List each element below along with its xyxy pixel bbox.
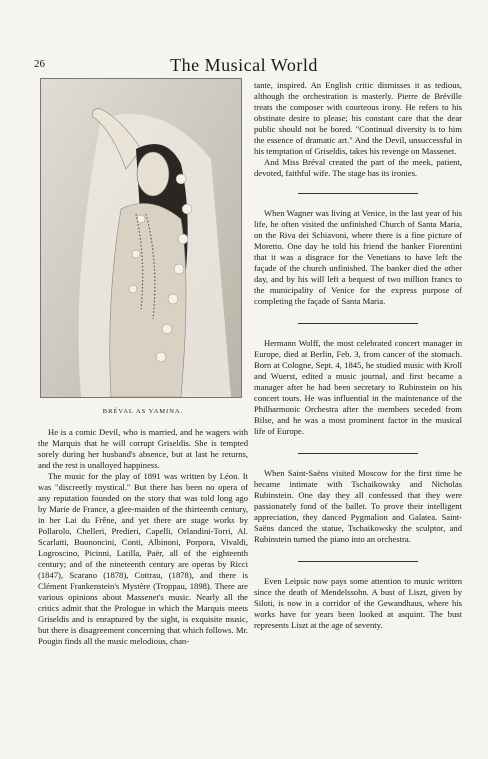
right-paragraph-1: tante, inspired. An English critic dismisses it as tedious, although the orchestration is masterly. Pierre de Bréville treats the composer with courteous irony. He refers to his obstinate desire to please; his constant care that the dear public should not be bored. "Continual diversity is to him the essence of dramatic art." And the Devil, unsuccessful in his temptation of Griseldis, takes his revenge on Massenet. [254, 80, 462, 156]
left-paragraph-2: The music for the play of 1891 was written by Léon. It was "discreetly mystical." But there has been no opera of any reputation founded on the story that was told long ago by Marie de France, a glee-maiden of the thirteenth century, in her Lai du Frêne, and yet there are stage works by Pollarolo, Chelleri, Predieri, Capelli, Orlandini-Torri, Al. Scarlatti, Buononcini, Conti, Albinoni, Porpora, Vivaldi, Logroscino, Picinni, Latilla, Paër, all of the eighteenth century; and of the nineteenth century are operas by Ricci (1847), Scarano (1878), Cottrau, (1878), and there is Clément Frankenstein's Mystère (Troppau, 1898). There are various opinions about Massenet's music. Nearly all the critics admit that the Prologue in which the Marquis meets Griseldis and is enraptured by the sight, is exquisite music, but there is disagreement concerning that which follows. Mr. Pougin finds all the music melodious, chan- [38, 471, 248, 646]
section-divider [298, 561, 418, 562]
left-column [38, 78, 248, 647]
page-number: 26 [34, 58, 45, 70]
right-paragraph-2: And Miss Bréval created the part of the meek, patient, devoted, faithful wife. The stage has its ironies. [254, 157, 462, 178]
leipsic-paragraph: Even Leipsic now pays some attention to music written since the death of Mendelssohn. A bust of Liszt, given by Siloti, is now in a corridor of the Gewandhaus, where his works have for years been looked at asquint. The bust represents Liszt at the age of seventy. [254, 576, 462, 630]
section-divider [298, 193, 418, 194]
right-column [254, 80, 462, 631]
masthead-title: The Musical World [170, 55, 318, 75]
section-divider [298, 323, 418, 324]
portrait-illustration [41, 79, 241, 397]
photo-caption: BRÉVAL AS YAMINA. [102, 408, 184, 415]
wagner-paragraph: When Wagner was living at Venice, in the last year of his life, he often visited the unfinished Church of Santa Maria, on the Riva dei Schiavoni, where there is a fine picture of Moretto. One day he told his friend the banker Fiorentini that it was a disgrace for the Venetians to have left the façade of the church unfinished. The banker died the other day, and by his will left a bequest of two million francs to the municipality of Venice for the express purpose of completing the façade of Santa Maria. [254, 208, 462, 306]
wolff-paragraph: Hermann Wolff, the most celebrated concert manager in Europe, died at Berlin, Feb. 3, from cancer of the stomach. Born at Cologne, Sept. 4, 1845, he studied music with Kroll and Wuerst, edited a music journal, and first became a manager after he had been secretary to Rubinstein on his concert tours. He was influential in the maintenance of the Philharmonic Orchestra after the members seceded from Bilse, and he was a most prominent factor in the musical life of Europe. [254, 338, 462, 436]
section-divider [298, 453, 418, 454]
left-paragraph-1: He is a comic Devil, who is married, and he wagers with the Marquis that he will corrupt Griseldis. She is tempted sorely during her husband's absence, but at last he returns, and the rest is unalloyed happiness. [38, 427, 248, 470]
saint-saens-paragraph: When Saint-Saëns visited Moscow for the first time he became intimate with Tschaikowsky and Nicholas Rubinstein. One day they all confessed that they were passionately fond of the ballet. To prove their intelligent appreciation, they danced Pygmalion and Galatea. Saint-Saëns danced the statue, Tschaikowsky the sculptor, and Rubinstein turned the piano into an orchestra. [254, 468, 462, 544]
portrait-photo [40, 78, 242, 398]
